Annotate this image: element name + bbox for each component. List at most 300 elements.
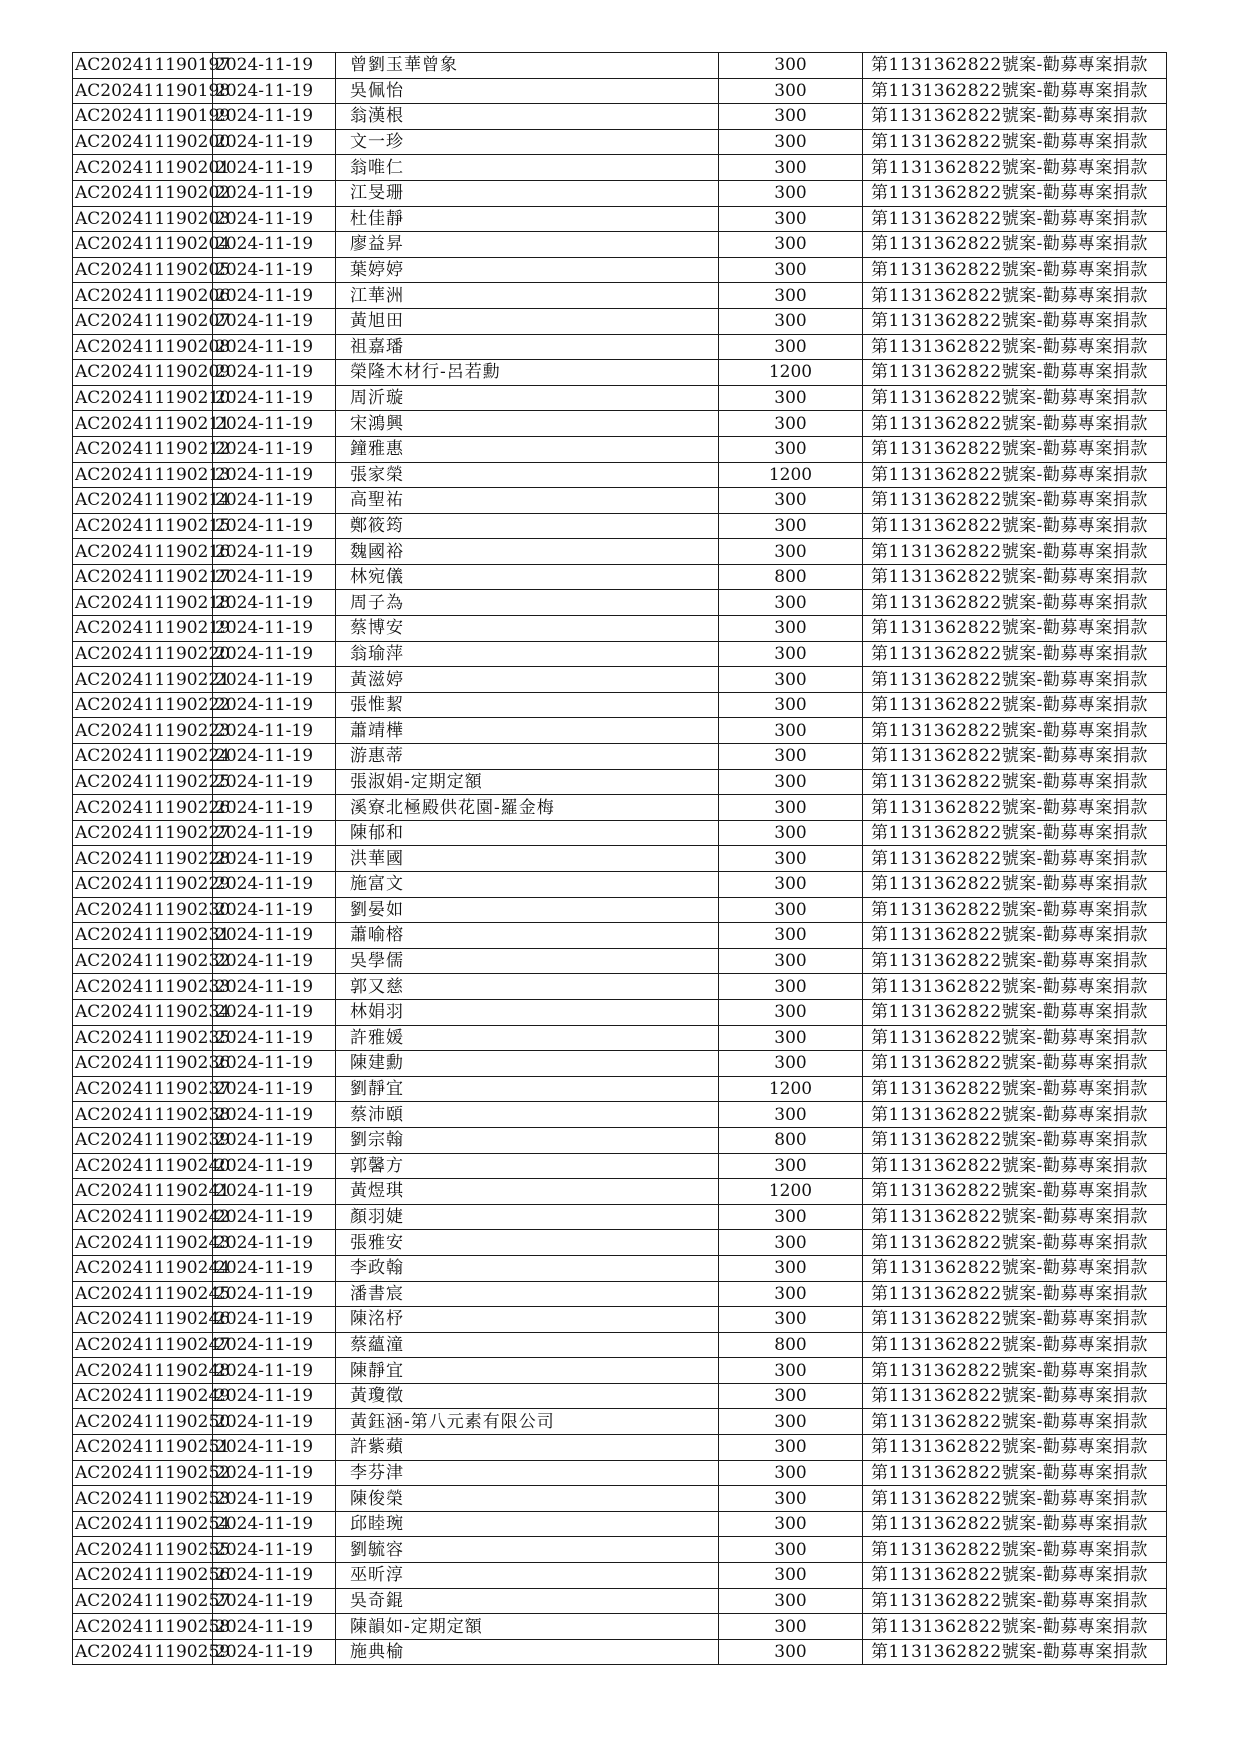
date-cell: 2024-11-19 — [213, 1153, 336, 1179]
date-cell: 2024-11-19 — [213, 1639, 336, 1665]
donor-name-cell: 李政翰 — [336, 1255, 719, 1281]
date-cell: 2024-11-19 — [213, 155, 336, 181]
amount-cell: 300 — [719, 923, 863, 949]
receipt-id-cell: AC202411190214 — [73, 488, 213, 514]
donor-name-cell: 蔡蘊潼 — [336, 1332, 719, 1358]
amount-cell: 300 — [719, 1588, 863, 1614]
donor-name-cell: 劉宗翰 — [336, 1127, 719, 1153]
amount-cell: 300 — [719, 1255, 863, 1281]
donor-name-cell: 張家榮 — [336, 462, 719, 488]
receipt-id-cell: AC202411190233 — [73, 974, 213, 1000]
amount-cell: 1200 — [719, 1179, 863, 1205]
note-cell: 第1131362822號案-勸募專案捐款 — [863, 360, 1167, 386]
date-cell: 2024-11-19 — [213, 360, 336, 386]
receipt-id-cell: AC202411190198 — [73, 78, 213, 104]
amount-cell: 300 — [719, 1435, 863, 1461]
donor-name-cell: 鄭筱筠 — [336, 513, 719, 539]
date-cell: 2024-11-19 — [213, 718, 336, 744]
amount-cell: 300 — [719, 257, 863, 283]
receipt-id-cell: AC202411190203 — [73, 206, 213, 232]
amount-cell: 300 — [719, 539, 863, 565]
amount-cell: 300 — [719, 1051, 863, 1077]
date-cell: 2024-11-19 — [213, 1204, 336, 1230]
receipt-id-cell: AC202411190236 — [73, 1051, 213, 1077]
note-cell: 第1131362822號案-勸募專案捐款 — [863, 1563, 1167, 1589]
date-cell: 2024-11-19 — [213, 1588, 336, 1614]
note-cell: 第1131362822號案-勸募專案捐款 — [863, 513, 1167, 539]
date-cell: 2024-11-19 — [213, 1025, 336, 1051]
table-row — [73, 334, 1167, 360]
receipt-id-cell: AC202411190212 — [73, 436, 213, 462]
donor-name-cell: 張淑娟-定期定額 — [336, 769, 719, 795]
note-cell: 第1131362822號案-勸募專案捐款 — [863, 897, 1167, 923]
receipt-id-cell: AC202411190228 — [73, 846, 213, 872]
donor-name-cell: 李芬津 — [336, 1460, 719, 1486]
donor-name-cell: 翁漢根 — [336, 104, 719, 130]
date-cell: 2024-11-19 — [213, 513, 336, 539]
table-row — [73, 1281, 1167, 1307]
receipt-id-cell: AC202411190216 — [73, 539, 213, 565]
donor-name-cell: 郭又慈 — [336, 974, 719, 1000]
donation-table-body — [73, 53, 1167, 1665]
table-row — [73, 1025, 1167, 1051]
date-cell: 2024-11-19 — [213, 1051, 336, 1077]
table-row — [73, 590, 1167, 616]
date-cell: 2024-11-19 — [213, 539, 336, 565]
note-cell: 第1131362822號案-勸募專案捐款 — [863, 1281, 1167, 1307]
table-row — [73, 1204, 1167, 1230]
amount-cell: 800 — [719, 1127, 863, 1153]
amount-cell: 300 — [719, 1639, 863, 1665]
receipt-id-cell: AC202411190211 — [73, 411, 213, 437]
table-row — [73, 948, 1167, 974]
receipt-id-cell: AC202411190197 — [73, 53, 213, 79]
date-cell: 2024-11-19 — [213, 999, 336, 1025]
amount-cell: 300 — [719, 616, 863, 642]
date-cell: 2024-11-19 — [213, 283, 336, 309]
note-cell: 第1131362822號案-勸募專案捐款 — [863, 1076, 1167, 1102]
amount-cell: 300 — [719, 999, 863, 1025]
receipt-id-cell: AC202411190248 — [73, 1358, 213, 1384]
donor-name-cell: 吳學儒 — [336, 948, 719, 974]
table-row — [73, 411, 1167, 437]
amount-cell: 300 — [719, 1460, 863, 1486]
note-cell: 第1131362822號案-勸募專案捐款 — [863, 283, 1167, 309]
donor-name-cell: 江旻珊 — [336, 180, 719, 206]
table-row — [73, 104, 1167, 130]
note-cell: 第1131362822號案-勸募專案捐款 — [863, 232, 1167, 258]
receipt-id-cell: AC202411190241 — [73, 1179, 213, 1205]
amount-cell: 300 — [719, 795, 863, 821]
date-cell: 2024-11-19 — [213, 308, 336, 334]
receipt-id-cell: AC202411190223 — [73, 718, 213, 744]
amount-cell: 300 — [719, 667, 863, 693]
date-cell: 2024-11-19 — [213, 129, 336, 155]
note-cell: 第1131362822號案-勸募專案捐款 — [863, 616, 1167, 642]
note-cell: 第1131362822號案-勸募專案捐款 — [863, 948, 1167, 974]
donor-name-cell: 邱睦琬 — [336, 1511, 719, 1537]
date-cell: 2024-11-19 — [213, 257, 336, 283]
receipt-id-cell: AC202411190230 — [73, 897, 213, 923]
table-row — [73, 1639, 1167, 1665]
donor-name-cell: 許雅媛 — [336, 1025, 719, 1051]
donor-name-cell: 黃鈺涵-第八元素有限公司 — [336, 1409, 719, 1435]
receipt-id-cell: AC202411190206 — [73, 283, 213, 309]
table-row — [73, 1051, 1167, 1077]
receipt-id-cell: AC202411190226 — [73, 795, 213, 821]
amount-cell: 300 — [719, 1486, 863, 1512]
date-cell: 2024-11-19 — [213, 1255, 336, 1281]
donor-name-cell: 黃煜琪 — [336, 1179, 719, 1205]
note-cell: 第1131362822號案-勸募專案捐款 — [863, 488, 1167, 514]
note-cell: 第1131362822號案-勸募專案捐款 — [863, 999, 1167, 1025]
table-row — [73, 769, 1167, 795]
receipt-id-cell: AC202411190210 — [73, 385, 213, 411]
amount-cell: 800 — [719, 1332, 863, 1358]
note-cell: 第1131362822號案-勸募專案捐款 — [863, 692, 1167, 718]
receipt-id-cell: AC202411190257 — [73, 1588, 213, 1614]
receipt-id-cell: AC202411190255 — [73, 1537, 213, 1563]
note-cell: 第1131362822號案-勸募專案捐款 — [863, 411, 1167, 437]
table-row — [73, 718, 1167, 744]
receipt-id-cell: AC202411190247 — [73, 1332, 213, 1358]
note-cell: 第1131362822號案-勸募專案捐款 — [863, 667, 1167, 693]
receipt-id-cell: AC202411190253 — [73, 1486, 213, 1512]
table-row — [73, 488, 1167, 514]
note-cell: 第1131362822號案-勸募專案捐款 — [863, 539, 1167, 565]
table-row — [73, 308, 1167, 334]
amount-cell: 300 — [719, 180, 863, 206]
receipt-id-cell: AC202411190251 — [73, 1435, 213, 1461]
receipt-id-cell: AC202411190239 — [73, 1127, 213, 1153]
amount-cell: 300 — [719, 1102, 863, 1128]
note-cell: 第1131362822號案-勸募專案捐款 — [863, 564, 1167, 590]
note-cell: 第1131362822號案-勸募專案捐款 — [863, 923, 1167, 949]
receipt-id-cell: AC202411190252 — [73, 1460, 213, 1486]
note-cell: 第1131362822號案-勸募專案捐款 — [863, 78, 1167, 104]
table-row — [73, 1230, 1167, 1256]
donor-name-cell: 劉晏如 — [336, 897, 719, 923]
receipt-id-cell: AC202411190256 — [73, 1563, 213, 1589]
date-cell: 2024-11-19 — [213, 411, 336, 437]
receipt-id-cell: AC202411190201 — [73, 155, 213, 181]
note-cell: 第1131362822號案-勸募專案捐款 — [863, 1307, 1167, 1333]
date-cell: 2024-11-19 — [213, 1460, 336, 1486]
donor-name-cell: 文一珍 — [336, 129, 719, 155]
date-cell: 2024-11-19 — [213, 1127, 336, 1153]
receipt-id-cell: AC202411190232 — [73, 948, 213, 974]
table-row — [73, 1511, 1167, 1537]
note-cell: 第1131362822號案-勸募專案捐款 — [863, 462, 1167, 488]
receipt-id-cell: AC202411190259 — [73, 1639, 213, 1665]
date-cell: 2024-11-19 — [213, 334, 336, 360]
receipt-id-cell: AC202411190242 — [73, 1204, 213, 1230]
receipt-id-cell: AC202411190249 — [73, 1383, 213, 1409]
note-cell: 第1131362822號案-勸募專案捐款 — [863, 1588, 1167, 1614]
receipt-id-cell: AC202411190213 — [73, 462, 213, 488]
note-cell: 第1131362822號案-勸募專案捐款 — [863, 1614, 1167, 1640]
amount-cell: 300 — [719, 820, 863, 846]
donor-name-cell: 翁瑜萍 — [336, 641, 719, 667]
table-row — [73, 1307, 1167, 1333]
donor-name-cell: 陳建勳 — [336, 1051, 719, 1077]
note-cell: 第1131362822號案-勸募專案捐款 — [863, 436, 1167, 462]
receipt-id-cell: AC202411190220 — [73, 641, 213, 667]
amount-cell: 300 — [719, 590, 863, 616]
receipt-id-cell: AC202411190209 — [73, 360, 213, 386]
receipt-id-cell: AC202411190205 — [73, 257, 213, 283]
receipt-id-cell: AC202411190200 — [73, 129, 213, 155]
date-cell: 2024-11-19 — [213, 923, 336, 949]
date-cell: 2024-11-19 — [213, 436, 336, 462]
receipt-id-cell: AC202411190237 — [73, 1076, 213, 1102]
donor-name-cell: 周子為 — [336, 590, 719, 616]
amount-cell: 300 — [719, 488, 863, 514]
note-cell: 第1131362822號案-勸募專案捐款 — [863, 334, 1167, 360]
donor-name-cell: 吳佩怡 — [336, 78, 719, 104]
amount-cell: 300 — [719, 1025, 863, 1051]
table-row — [73, 1486, 1167, 1512]
note-cell: 第1131362822號案-勸募專案捐款 — [863, 641, 1167, 667]
date-cell: 2024-11-19 — [213, 667, 336, 693]
table-row — [73, 462, 1167, 488]
note-cell: 第1131362822號案-勸募專案捐款 — [863, 129, 1167, 155]
receipt-id-cell: AC202411190229 — [73, 872, 213, 898]
note-cell: 第1131362822號案-勸募專案捐款 — [863, 1127, 1167, 1153]
note-cell: 第1131362822號案-勸募專案捐款 — [863, 1511, 1167, 1537]
date-cell: 2024-11-19 — [213, 564, 336, 590]
table-row — [73, 692, 1167, 718]
table-row — [73, 1383, 1167, 1409]
receipt-id-cell: AC202411190221 — [73, 667, 213, 693]
amount-cell: 300 — [719, 1230, 863, 1256]
table-row — [73, 1179, 1167, 1205]
table-row — [73, 999, 1167, 1025]
donor-name-cell: 黃瓊徵 — [336, 1383, 719, 1409]
table-row — [73, 539, 1167, 565]
amount-cell: 300 — [719, 436, 863, 462]
table-row — [73, 1537, 1167, 1563]
receipt-id-cell: AC202411190250 — [73, 1409, 213, 1435]
donor-name-cell: 吳奇錕 — [336, 1588, 719, 1614]
date-cell: 2024-11-19 — [213, 53, 336, 79]
amount-cell: 300 — [719, 53, 863, 79]
amount-cell: 300 — [719, 206, 863, 232]
receipt-id-cell: AC202411190202 — [73, 180, 213, 206]
receipt-id-cell: AC202411190258 — [73, 1614, 213, 1640]
amount-cell: 300 — [719, 1281, 863, 1307]
table-row — [73, 232, 1167, 258]
receipt-id-cell: AC202411190219 — [73, 616, 213, 642]
table-row — [73, 1153, 1167, 1179]
donor-name-cell: 洪華國 — [336, 846, 719, 872]
date-cell: 2024-11-19 — [213, 820, 336, 846]
amount-cell: 300 — [719, 974, 863, 1000]
donor-name-cell: 林宛儀 — [336, 564, 719, 590]
amount-cell: 300 — [719, 1563, 863, 1589]
note-cell: 第1131362822號案-勸募專案捐款 — [863, 206, 1167, 232]
date-cell: 2024-11-19 — [213, 846, 336, 872]
amount-cell: 1200 — [719, 360, 863, 386]
date-cell: 2024-11-19 — [213, 1537, 336, 1563]
note-cell: 第1131362822號案-勸募專案捐款 — [863, 155, 1167, 181]
note-cell: 第1131362822號案-勸募專案捐款 — [863, 1255, 1167, 1281]
date-cell: 2024-11-19 — [213, 1486, 336, 1512]
amount-cell: 800 — [719, 564, 863, 590]
donor-name-cell: 廖益昇 — [336, 232, 719, 258]
amount-cell: 300 — [719, 744, 863, 770]
date-cell: 2024-11-19 — [213, 1307, 336, 1333]
table-row — [73, 795, 1167, 821]
receipt-id-cell: AC202411190244 — [73, 1255, 213, 1281]
table-row — [73, 1127, 1167, 1153]
receipt-id-cell: AC202411190246 — [73, 1307, 213, 1333]
date-cell: 2024-11-19 — [213, 206, 336, 232]
donor-name-cell: 蔡沛頤 — [336, 1102, 719, 1128]
note-cell: 第1131362822號案-勸募專案捐款 — [863, 1435, 1167, 1461]
table-row — [73, 1102, 1167, 1128]
note-cell: 第1131362822號案-勸募專案捐款 — [863, 744, 1167, 770]
note-cell: 第1131362822號案-勸募專案捐款 — [863, 820, 1167, 846]
table-row — [73, 1076, 1167, 1102]
donor-name-cell: 蔡博安 — [336, 616, 719, 642]
amount-cell: 300 — [719, 1409, 863, 1435]
note-cell: 第1131362822號案-勸募專案捐款 — [863, 1358, 1167, 1384]
amount-cell: 300 — [719, 769, 863, 795]
donor-name-cell: 高聖祐 — [336, 488, 719, 514]
amount-cell: 300 — [719, 78, 863, 104]
table-row — [73, 872, 1167, 898]
date-cell: 2024-11-19 — [213, 1102, 336, 1128]
note-cell: 第1131362822號案-勸募專案捐款 — [863, 1179, 1167, 1205]
donor-name-cell: 游惠蒂 — [336, 744, 719, 770]
donor-name-cell: 蕭靖樺 — [336, 718, 719, 744]
receipt-id-cell: AC202411190243 — [73, 1230, 213, 1256]
receipt-id-cell: AC202411190240 — [73, 1153, 213, 1179]
table-row — [73, 283, 1167, 309]
note-cell: 第1131362822號案-勸募專案捐款 — [863, 1051, 1167, 1077]
receipt-id-cell: AC202411190217 — [73, 564, 213, 590]
receipt-id-cell: AC202411190254 — [73, 1511, 213, 1537]
table-row — [73, 641, 1167, 667]
table-row — [73, 436, 1167, 462]
date-cell: 2024-11-19 — [213, 1230, 336, 1256]
table-row — [73, 564, 1167, 590]
note-cell: 第1131362822號案-勸募專案捐款 — [863, 180, 1167, 206]
donor-name-cell: 張雅安 — [336, 1230, 719, 1256]
date-cell: 2024-11-19 — [213, 872, 336, 898]
table-row — [73, 923, 1167, 949]
donor-name-cell: 榮隆木材行-呂若勳 — [336, 360, 719, 386]
donor-name-cell: 魏國裕 — [336, 539, 719, 565]
table-row — [73, 1358, 1167, 1384]
amount-cell: 1200 — [719, 462, 863, 488]
donor-name-cell: 宋鴻興 — [336, 411, 719, 437]
donor-name-cell: 劉靜宜 — [336, 1076, 719, 1102]
amount-cell: 300 — [719, 411, 863, 437]
table-row — [73, 1435, 1167, 1461]
note-cell: 第1131362822號案-勸募專案捐款 — [863, 308, 1167, 334]
note-cell: 第1131362822號案-勸募專案捐款 — [863, 1639, 1167, 1665]
amount-cell: 300 — [719, 385, 863, 411]
date-cell: 2024-11-19 — [213, 1511, 336, 1537]
date-cell: 2024-11-19 — [213, 1179, 336, 1205]
date-cell: 2024-11-19 — [213, 692, 336, 718]
date-cell: 2024-11-19 — [213, 897, 336, 923]
donor-name-cell: 鐘雅惠 — [336, 436, 719, 462]
table-row — [73, 1409, 1167, 1435]
donor-name-cell: 周沂璇 — [336, 385, 719, 411]
receipt-id-cell: AC202411190245 — [73, 1281, 213, 1307]
receipt-id-cell: AC202411190204 — [73, 232, 213, 258]
donor-name-cell: 杜佳靜 — [336, 206, 719, 232]
amount-cell: 1200 — [719, 1076, 863, 1102]
note-cell: 第1131362822號案-勸募專案捐款 — [863, 1204, 1167, 1230]
table-row — [73, 1460, 1167, 1486]
table-row — [73, 78, 1167, 104]
note-cell: 第1131362822號案-勸募專案捐款 — [863, 1025, 1167, 1051]
donor-name-cell: 陳韻如-定期定額 — [336, 1614, 719, 1640]
date-cell: 2024-11-19 — [213, 1332, 336, 1358]
date-cell: 2024-11-19 — [213, 1435, 336, 1461]
amount-cell: 300 — [719, 1383, 863, 1409]
donor-name-cell: 顏羽婕 — [336, 1204, 719, 1230]
note-cell: 第1131362822號案-勸募專案捐款 — [863, 1409, 1167, 1435]
table-row — [73, 257, 1167, 283]
amount-cell: 300 — [719, 308, 863, 334]
note-cell: 第1131362822號案-勸募專案捐款 — [863, 1486, 1167, 1512]
note-cell: 第1131362822號案-勸募專案捐款 — [863, 974, 1167, 1000]
note-cell: 第1131362822號案-勸募專案捐款 — [863, 872, 1167, 898]
donor-name-cell: 潘書宸 — [336, 1281, 719, 1307]
amount-cell: 300 — [719, 846, 863, 872]
table-row — [73, 667, 1167, 693]
note-cell: 第1131362822號案-勸募專案捐款 — [863, 590, 1167, 616]
note-cell: 第1131362822號案-勸募專案捐款 — [863, 718, 1167, 744]
receipt-id-cell: AC202411190224 — [73, 744, 213, 770]
amount-cell: 300 — [719, 104, 863, 130]
date-cell: 2024-11-19 — [213, 1563, 336, 1589]
donor-name-cell: 溪寮北極殿供花園-羅金梅 — [336, 795, 719, 821]
donor-name-cell: 郭馨方 — [336, 1153, 719, 1179]
receipt-id-cell: AC202411190207 — [73, 308, 213, 334]
date-cell: 2024-11-19 — [213, 616, 336, 642]
note-cell: 第1131362822號案-勸募專案捐款 — [863, 1383, 1167, 1409]
note-cell: 第1131362822號案-勸募專案捐款 — [863, 1230, 1167, 1256]
date-cell: 2024-11-19 — [213, 1281, 336, 1307]
receipt-id-cell: AC202411190199 — [73, 104, 213, 130]
donor-name-cell: 陳俊榮 — [336, 1486, 719, 1512]
table-row — [73, 513, 1167, 539]
donor-name-cell: 葉婷婷 — [336, 257, 719, 283]
amount-cell: 300 — [719, 283, 863, 309]
amount-cell: 300 — [719, 1204, 863, 1230]
amount-cell: 300 — [719, 155, 863, 181]
receipt-id-cell: AC202411190238 — [73, 1102, 213, 1128]
table-row — [73, 974, 1167, 1000]
receipt-id-cell: AC202411190208 — [73, 334, 213, 360]
amount-cell: 300 — [719, 897, 863, 923]
donor-name-cell: 巫昕淳 — [336, 1563, 719, 1589]
date-cell: 2024-11-19 — [213, 180, 336, 206]
date-cell: 2024-11-19 — [213, 488, 336, 514]
date-cell: 2024-11-19 — [213, 974, 336, 1000]
amount-cell: 300 — [719, 334, 863, 360]
amount-cell: 300 — [719, 232, 863, 258]
amount-cell: 300 — [719, 692, 863, 718]
amount-cell: 300 — [719, 1614, 863, 1640]
amount-cell: 300 — [719, 129, 863, 155]
